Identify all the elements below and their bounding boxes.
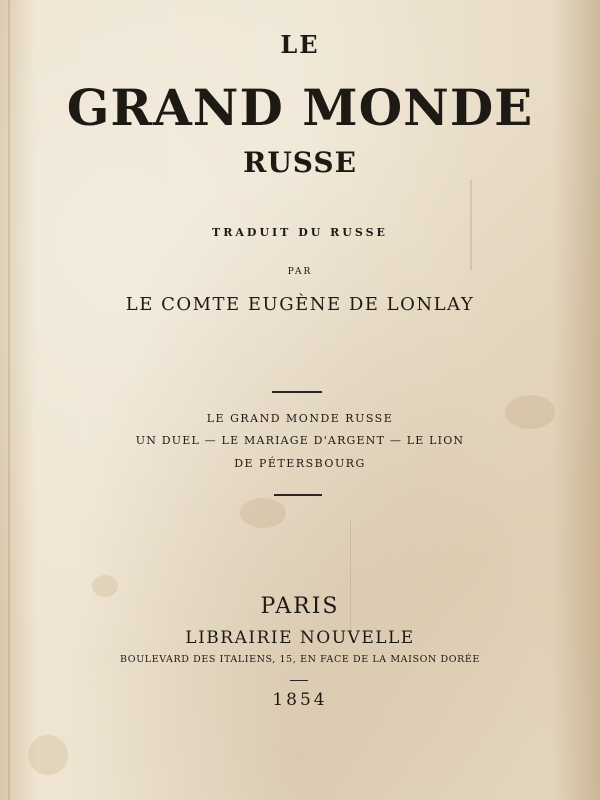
main-title: GRAND MONDE [66, 78, 534, 137]
translation-note: TRADUIT DU RUSSE [212, 226, 388, 239]
contents-line: DE PÉTERSBOURG [234, 457, 366, 470]
contents-line: LE GRAND MONDE RUSSE [206, 412, 394, 425]
foxing-stain [240, 498, 286, 528]
by-line-label: PAR [287, 267, 313, 277]
title-subtitle: RUSSE [243, 146, 357, 179]
divider-rule [274, 494, 322, 496]
divider-rule [272, 391, 322, 393]
contents-line: UN DUEL — LE MARIAGE D'ARGENT — LE LION [135, 434, 465, 447]
paper-crease [470, 180, 472, 270]
publisher-address: BOULEVARD DES ITALIENS, 15, EN FACE DE LA MAISON DORÉE [120, 654, 480, 665]
publisher-name: LIBRAIRIE NOUVELLE [185, 628, 415, 648]
imprint-city: PARIS [260, 594, 340, 619]
title-article: LE [280, 30, 320, 59]
author-name: LE COMTE EUGÈNE DE LONLAY [125, 294, 475, 315]
divider-rule [290, 680, 308, 681]
publication-year: 1854 [272, 690, 328, 710]
foxing-stain [28, 735, 68, 775]
